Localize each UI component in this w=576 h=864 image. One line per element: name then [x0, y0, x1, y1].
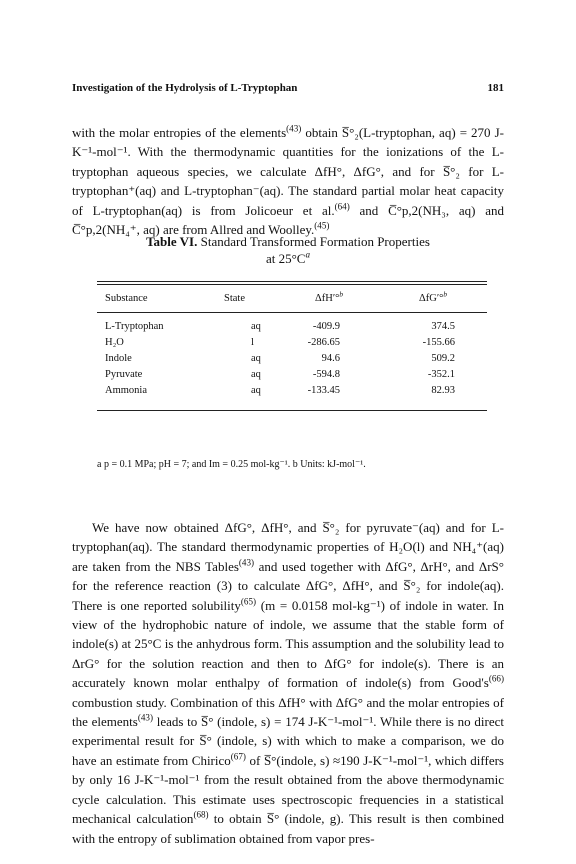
cell-delta-h: -133.45 — [307, 385, 340, 396]
table-caption — [72, 233, 504, 267]
cell-state: aq — [251, 369, 261, 380]
cell-delta-h: -286.65 — [307, 337, 340, 348]
p1-text-1: with the molar entropies of the elements — [72, 125, 287, 140]
table-top-rule — [97, 281, 487, 282]
header-mark-g: b — [443, 289, 447, 299]
p2-text-3: (m = 0.0158 mol-kg⁻¹) of indole in water. In view of the hydrophobic nature of indole, we assume that the stable form of indole(s) at 25°C is the anhydrous form. This assumption and the solubility lead to ΔrG° for the solution reaction and then to ΔfG° for indole(s). There is an accurately known molar enthalpy of formation of indole(s) from Good's — [72, 597, 504, 691]
p1-text-2: obtain S̅°₂(L-tryptophan, aq) = 270 J-K⁻¹-mol⁻¹. With the thermodynamic quantities for the ionizations of the L-tryptophan aqueous species, we calculate ΔfH°, ΔfG°, and for S̅°₂ for L-tryptophan⁺(aq) and L-tryptophan⁻(aq). The standard partial molar heat capacity of L-tryptophan(aq) is from Jolicoeur et al. — [72, 125, 504, 218]
cell-substance: Ammonia — [105, 385, 147, 396]
cell-delta-g: 82.93 — [431, 385, 455, 396]
table-row — [97, 337, 487, 353]
paragraph-1 — [72, 123, 504, 239]
cell-state: l — [251, 337, 254, 348]
p2-text-6: of S̅°(indole, s) ≈190 J-K⁻¹-mol⁻¹, which differs by only 16 J-K⁻¹-mol⁻¹ from the result obtained from the above thermodynamic cycle calculation. This estimate uses spectroscopic frequencies in a statistical mechanical calculation — [72, 752, 504, 827]
ref-65: (65) — [240, 596, 257, 607]
page-number: 181 — [487, 82, 504, 94]
p2-text-7: to obtain S̅° (indole, g). This result is then combined with the entropy of sublimation obtained from vapor pres- — [72, 811, 504, 846]
running-head-title: Investigation of the Hydrolysis of L-Tryptophan — [72, 82, 298, 94]
header-substance: Substance — [105, 293, 148, 304]
caption-footnote-mark: a — [305, 249, 311, 260]
table-row — [97, 385, 487, 401]
table-header-rule — [97, 312, 487, 313]
table-row — [97, 369, 487, 385]
table-top-rule-2 — [97, 284, 487, 285]
cell-substance: L-Tryptophan — [105, 321, 164, 332]
table-row — [97, 353, 487, 369]
cell-state: aq — [251, 321, 261, 332]
cell-delta-g: -352.1 — [427, 369, 455, 380]
paragraph-2 — [72, 518, 504, 848]
p2-text-2: and used together with ΔfG°, ΔrH°, and ΔrS° for the reference reaction (3) to calculate ΔfG°, ΔfH°, and S̅°₂ for indole(aq). There is one reported solubility — [72, 558, 504, 613]
cell-delta-h: -409.9 — [312, 321, 340, 332]
p1-text-3: and C̅°p,2(NH₃, aq) and C̅°p,2(NH₄⁺, aq) are from Allred and Woolley. — [72, 202, 504, 238]
ref-43: (43) — [137, 712, 153, 723]
running-head — [72, 82, 504, 94]
header-delta-h — [315, 289, 343, 304]
p2-text-5: leads to S̅° (indole, s) = 174 J-K⁻¹-mol⁻¹. While there is no direct experimental result for S̅° (indole, s) with which to make a comparison, we do have an estimate from Chirico — [72, 714, 504, 768]
p2-text-1: We have now obtained ΔfG°, ΔfH°, and S̅°₂ for pyruvate⁻(aq) and for L-tryptophan(aq). The standard thermodynamic properties of H₂O(l) and NH₄⁺(aq) are taken from the NBS Tables — [72, 520, 504, 574]
ref-67: (67) — [230, 751, 246, 762]
ref-43: (43) — [286, 123, 302, 134]
ref-45: (45) — [314, 220, 330, 231]
ref-66: (66) — [488, 673, 504, 684]
cell-delta-h: 94.6 — [321, 353, 340, 364]
p2-text-4: combustion study. Combination of this ΔfH° with ΔfG° and the molar entropies of the elements — [72, 694, 504, 730]
cell-delta-g: 509.2 — [431, 353, 455, 364]
header-mark-h: b — [339, 289, 343, 299]
header-delta-g — [419, 289, 447, 304]
ref-68: (68) — [193, 809, 209, 820]
cell-delta-h: -594.8 — [312, 369, 340, 380]
table-footnote: a p = 0.1 MPa; pH = 7; and Im = 0.25 mol-kg⁻¹. b Units: kJ-mol⁻¹. — [97, 459, 366, 470]
cell-state: aq — [251, 385, 261, 396]
ref-43: (43) — [238, 557, 255, 568]
header-delta-g-text: ΔfG′° — [419, 293, 444, 304]
table-caption-line-2: at 25°C — [265, 251, 306, 266]
header-delta-h-text: ΔfH′° — [315, 293, 340, 304]
cell-substance: H₂O — [105, 337, 124, 348]
table-bottom-rule — [97, 410, 487, 411]
cell-state: aq — [251, 353, 261, 364]
header-state: State — [224, 293, 245, 304]
cell-substance: Indole — [105, 353, 132, 364]
cell-delta-g: 374.5 — [431, 321, 455, 332]
table-label: Table VI. — [146, 234, 198, 249]
cell-substance: Pyruvate — [105, 369, 143, 380]
table-caption-line-1: Standard Transformed Formation Properties — [200, 234, 430, 249]
table-row — [97, 321, 487, 337]
cell-delta-g: -155.66 — [422, 337, 455, 348]
ref-64: (64) — [334, 201, 350, 212]
